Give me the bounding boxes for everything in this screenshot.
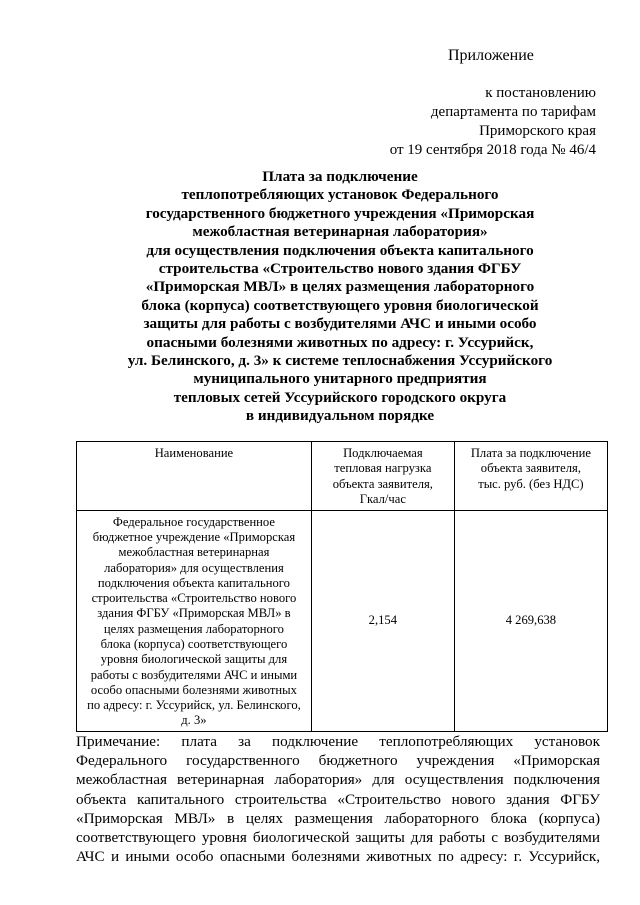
header-load (311, 442, 454, 511)
title-line: строительства «Строительство нового здания ФГБУ (158, 260, 522, 278)
appendix-line: к постановлению (485, 85, 596, 101)
cell-name-line: работы с возбудителями АЧС и иными (90, 667, 298, 682)
cell-name-line: бюджетное учреждение «Приморская (92, 529, 296, 544)
cell-object-name (77, 510, 312, 731)
note-line: АЧС и иными особо опасными болезнями животных по адресу: г. Уссурийск, (76, 848, 600, 866)
header-fee-line: тыс. руб. (без НДС) (478, 476, 584, 491)
table-row (77, 510, 608, 731)
cell-name-line: лаборатория» для осуществления (104, 560, 284, 575)
title-line: межобластная ветеринарная лаборатория» (192, 223, 488, 241)
title-line: защиты для работы с возбудителями АЧС и иными особо (143, 315, 537, 333)
note-paragraph (76, 732, 600, 866)
header-load-line: тепловая нагрузка (334, 461, 432, 476)
header-fee (454, 442, 607, 511)
cell-name-line: по адресу: г. Уссурийск, ул. Белинского, (87, 698, 301, 713)
cell-connection-fee: 4 269,638 (454, 510, 607, 731)
cell-heat-load: 2,154 (311, 510, 454, 731)
title-line: опасными болезнями животных по адресу: г. Уссурийск, (146, 333, 534, 351)
table-header-row (77, 442, 608, 511)
header-name-text: Наименование (154, 446, 234, 460)
title-line: муниципального унитарного предприятия (193, 370, 487, 388)
cell-name-line: целях размещения лабораторного (103, 621, 284, 636)
cell-name-line: межобластная ветеринарная (118, 545, 270, 560)
title-line: государственного бюджетного учреждения «Приморская (145, 204, 535, 222)
note-line: «Приморская МВЛ» в целях размещения лабораторного блока (корпуса) (76, 809, 600, 827)
note-line: Федерального государственного бюджетного учреждения «Приморская (76, 752, 600, 770)
header-load-line: Гкал/час (359, 492, 406, 507)
appendix-line: департамента по тарифам (430, 104, 596, 120)
appendix-title: Приложение (448, 47, 534, 64)
header-load-line: Подключаемая (343, 446, 423, 460)
title-line: «Приморская МВЛ» в целях размещения лабораторного (145, 278, 535, 296)
note-line: объекта капитального строительства «Строительство нового здания ФГБУ (76, 790, 600, 808)
cell-name-line: подключения объекта капитального (97, 575, 290, 590)
cell-name-line: строительства «Строительство нового (91, 591, 297, 606)
cell-name-line: д. 3» (181, 713, 207, 728)
appendix-line: Приморского края (479, 123, 596, 139)
header-fee-line: объекта заявителя, (480, 461, 581, 476)
document-title (80, 168, 600, 426)
title-line: в индивидуальном порядке (245, 407, 435, 425)
cell-name-line: блока (корпуса) соответствующего (100, 637, 288, 651)
appendix-reference (276, 84, 596, 160)
cell-name-line: Федеральное государственное (112, 514, 275, 529)
cell-name-line: особо опасными болезнями животных (90, 682, 297, 697)
header-fee-line: Плата за подключение (470, 446, 591, 460)
note-line: Примечание: плата за подключение теплопотребляющих установок (76, 733, 600, 750)
title-line: теплопотребляющих установок Федерального (181, 186, 499, 204)
title-line: для осуществления подключения объекта капитального (146, 241, 534, 259)
note-line: соответствующего уровня биологической защиты для работы с возбудителями (76, 829, 600, 847)
cell-name-line: здания ФГБУ «Приморская МВЛ» в (97, 606, 291, 621)
title-line: ул. Белинского, д. 3» к системе теплоснабжения Уссурийского (127, 352, 553, 370)
title-line: блока (корпуса) соответствующего уровня биологической (141, 296, 539, 314)
title-line: тепловых сетей Уссурийского городского округа (173, 388, 507, 406)
title-line: Плата за подключение (262, 168, 418, 185)
note-line: межобластная ветеринарная лаборатория» для осуществления подключения (76, 771, 600, 789)
header-load-line: объекта заявителя, (332, 476, 433, 491)
appendix-line: от 19 сентября 2018 года № 46/4 (389, 142, 596, 158)
fee-table (76, 441, 608, 732)
header-name (77, 442, 312, 511)
cell-name-line: уровня биологической защиты для (100, 652, 288, 667)
